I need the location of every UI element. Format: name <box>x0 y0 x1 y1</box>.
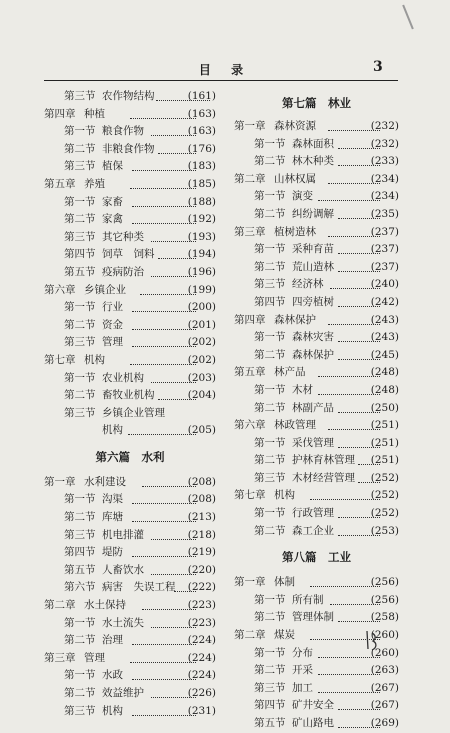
page-number: 3 <box>373 59 383 75</box>
entry-page-number: (253) <box>370 524 399 537</box>
dot-leader <box>132 311 196 312</box>
entry-title: 粮食作物 <box>102 125 144 138</box>
entry-title: 机构 <box>102 704 123 717</box>
toc-left-column <box>44 88 216 720</box>
dot-leader <box>132 206 196 207</box>
entry-page-number: (205) <box>187 424 216 437</box>
dot-leader <box>132 170 196 171</box>
entry-number: 第四节 <box>64 248 96 261</box>
entry-number: 第二节 <box>254 611 286 624</box>
part-heading: 第六篇 水利 <box>95 449 165 464</box>
toc-section-entry[interactable] <box>44 246 216 264</box>
entry-title: 植树造林 <box>274 225 316 238</box>
entry-title: 演变 <box>292 190 313 203</box>
entry-title: 非粮食作物 <box>102 142 155 155</box>
toc-section-entry[interactable] <box>44 370 216 388</box>
entry-page-number: (202) <box>187 353 216 366</box>
entry-number: 第二节 <box>64 687 96 699</box>
entry-number: 第三节 <box>254 471 286 484</box>
entry-number: 第四节 <box>64 546 96 559</box>
toc-section-entry[interactable] <box>234 382 399 400</box>
entry-page-number: (248) <box>370 383 399 396</box>
entry-page-number: (208) <box>187 475 216 488</box>
toc-section-entry[interactable] <box>234 329 399 347</box>
entry-page-number: (245) <box>370 348 399 361</box>
toc-section-entry[interactable] <box>234 662 399 680</box>
entry-title: 荒山造林 <box>292 260 334 273</box>
dot-leader <box>130 118 196 119</box>
entry-page-number: (232) <box>370 137 399 150</box>
entry-page-number: (226) <box>187 687 216 699</box>
toc-chapter-entry[interactable] <box>234 574 399 592</box>
entry-title: 矿山路电 <box>292 717 334 729</box>
entry-page-number: (161) <box>187 90 216 102</box>
entry-title: 效益维护 <box>102 687 144 699</box>
entry-number: 第一节 <box>64 493 96 506</box>
entry-title: 种植 <box>84 107 105 120</box>
entry-title: 机构 <box>102 424 123 437</box>
entry-title: 病害 失误工程 <box>102 581 176 594</box>
entry-title: 煤炭 <box>274 629 295 642</box>
toc-section-entry[interactable] <box>234 153 399 171</box>
entry-title: 森工企业 <box>292 524 334 537</box>
entry-page-number: (237) <box>370 243 399 256</box>
toc-section-entry[interactable] <box>234 276 399 294</box>
entry-page-number: (183) <box>187 160 216 173</box>
toc-section-entry[interactable] <box>234 188 399 206</box>
entry-page-number: (250) <box>370 401 399 414</box>
toc-chapter-entry[interactable] <box>44 176 216 194</box>
entry-title: 经济林 <box>292 278 324 291</box>
dot-leader <box>132 715 196 716</box>
entry-number: 第一节 <box>254 646 286 659</box>
dot-leader <box>310 586 380 587</box>
toc-section-entry[interactable] <box>44 544 216 562</box>
toc-chapter-entry[interactable] <box>44 282 216 300</box>
entry-page-number: (194) <box>187 248 216 261</box>
entry-number: 第二节 <box>254 155 286 168</box>
toc-section-entry[interactable] <box>44 491 216 509</box>
entry-page-number: (231) <box>187 704 216 717</box>
entry-number: 第二节 <box>254 664 286 677</box>
toc-section-entry[interactable] <box>44 158 216 176</box>
entry-number: 第一章 <box>234 120 266 132</box>
entry-number: 第一节 <box>64 195 96 208</box>
dot-leader <box>132 556 196 557</box>
toc-chapter-entry[interactable] <box>234 487 399 505</box>
entry-page-number: (237) <box>370 225 399 238</box>
entry-number: 第三节 <box>254 681 286 694</box>
toc-chapter-entry[interactable] <box>44 650 216 668</box>
entry-title: 开采 <box>292 664 313 677</box>
entry-page-number: (263) <box>370 664 399 677</box>
entry-page-number: (240) <box>370 278 399 291</box>
dot-leader <box>132 503 196 504</box>
entry-number: 第五节 <box>64 563 96 576</box>
entry-number: 第一节 <box>254 593 286 606</box>
entry-page-number: (269) <box>370 717 399 729</box>
entry-number: 第二节 <box>254 524 286 537</box>
entry-number: 第二节 <box>254 207 286 220</box>
entry-number: 第五节 <box>64 265 96 278</box>
entry-title: 采种育苗 <box>292 243 334 256</box>
entry-page-number: (234) <box>370 190 399 203</box>
toc-section-entry[interactable] <box>234 435 399 453</box>
toc-chapter-entry[interactable] <box>234 118 399 136</box>
entry-title: 乡镇企业管理 <box>102 406 165 419</box>
entry-title: 四旁植树 <box>292 295 334 308</box>
toc-section-entry[interactable] <box>44 579 216 597</box>
toc-section-entry[interactable] <box>44 264 216 282</box>
entry-number: 第七章 <box>234 489 266 502</box>
toc-section-entry[interactable] <box>234 715 399 733</box>
dot-leader <box>132 644 196 645</box>
entry-page-number: (242) <box>370 295 399 308</box>
entry-page-number: (202) <box>187 336 216 349</box>
entry-page-number: (218) <box>187 528 216 541</box>
entry-title: 森林资源 <box>274 120 316 132</box>
entry-page-number: (203) <box>187 371 216 384</box>
entry-number: 第一节 <box>64 371 96 384</box>
entry-number: 第七章 <box>44 353 76 366</box>
entry-number: 第三节 <box>254 278 286 291</box>
toc-section-entry[interactable] <box>44 562 216 580</box>
entry-page-number: (256) <box>370 576 399 589</box>
entry-number: 第三节 <box>64 406 96 419</box>
entry-page-number: (243) <box>370 331 399 344</box>
toc-section-entry[interactable] <box>234 609 399 627</box>
entry-number: 第一章 <box>234 576 266 589</box>
entry-page-number: (219) <box>187 546 216 559</box>
entry-page-number: (248) <box>370 366 399 379</box>
entry-title: 疫病防治 <box>102 265 144 278</box>
dot-leader <box>130 662 196 663</box>
entry-title: 乡镇企业 <box>84 283 126 296</box>
entry-number: 第四章 <box>44 107 76 120</box>
entry-page-number: (234) <box>370 172 399 185</box>
toc-section-entry[interactable] <box>234 241 399 259</box>
entry-title: 加工 <box>292 681 313 694</box>
entry-number: 第二节 <box>64 213 96 226</box>
entry-number: 第一节 <box>254 331 286 344</box>
entry-number: 第一节 <box>254 137 286 150</box>
toc-section-entry[interactable] <box>44 141 216 159</box>
entry-page-number: (223) <box>187 616 216 629</box>
entry-page-number: (185) <box>187 177 216 190</box>
entry-number: 第一节 <box>254 243 286 256</box>
toc-section-entry[interactable] <box>234 452 399 470</box>
toc-section-entry[interactable] <box>44 229 216 247</box>
entry-page-number: (196) <box>187 265 216 278</box>
entry-title: 行政管理 <box>292 507 334 520</box>
dot-leader <box>132 679 196 680</box>
toc-section-entry[interactable] <box>44 509 216 527</box>
entry-page-number: (252) <box>370 471 399 484</box>
entry-title: 纠纷调解 <box>292 207 334 220</box>
entry-title: 水利建设 <box>84 475 126 488</box>
entry-title: 管理 <box>102 336 123 349</box>
entry-number: 第三节 <box>64 230 96 243</box>
dot-leader <box>132 223 196 224</box>
entry-page-number: (252) <box>370 507 399 520</box>
toc-section-entry[interactable] <box>44 123 216 141</box>
toc-chapter-entry[interactable] <box>234 364 399 382</box>
entry-title: 水土流失 <box>102 616 144 629</box>
entry-page-number: (267) <box>370 681 399 694</box>
entry-title: 木材 <box>292 383 313 396</box>
entry-page-number: (260) <box>370 646 399 659</box>
entry-title: 沟渠 <box>102 493 123 506</box>
entry-number: 第三节 <box>64 528 96 541</box>
toc-section-entry[interactable] <box>234 505 399 523</box>
entry-number: 第三节 <box>64 160 96 173</box>
toc-section-entry[interactable] <box>44 317 216 335</box>
toc-section-entry[interactable] <box>234 400 399 418</box>
dot-leader <box>132 346 196 347</box>
entry-page-number: (193) <box>187 230 216 243</box>
entry-title: 林木种类 <box>292 155 334 168</box>
entry-page-number: (232) <box>370 120 399 132</box>
toc-section-entry[interactable] <box>234 206 399 224</box>
entry-number: 第二节 <box>254 401 286 414</box>
entry-page-number: (224) <box>187 651 216 664</box>
entry-title: 其它种类 <box>102 230 144 243</box>
entry-title: 养殖 <box>84 177 105 190</box>
page-header-title: 目 录 <box>198 63 252 77</box>
entry-number: 第五节 <box>254 717 286 729</box>
entry-page-number: (222) <box>187 581 216 594</box>
entry-number: 第三章 <box>234 225 266 238</box>
entry-title: 管理 <box>84 651 105 664</box>
entry-number: 第一节 <box>254 383 286 396</box>
entry-page-number: (192) <box>187 213 216 226</box>
entry-page-number: (251) <box>370 419 399 432</box>
entry-number: 第一节 <box>254 507 286 520</box>
dot-leader <box>128 434 196 435</box>
entry-number: 第二节 <box>64 142 96 155</box>
part-heading: 第七篇 林业 <box>282 96 351 110</box>
toc-section-entry[interactable] <box>44 703 216 721</box>
toc-section-entry[interactable] <box>44 527 216 545</box>
entry-title: 饲草 饲料 <box>102 248 155 261</box>
toc-section-entry[interactable] <box>44 615 216 633</box>
entry-page-number: (260) <box>370 629 399 642</box>
entry-number: 第二节 <box>254 260 286 273</box>
toc-section-entry[interactable] <box>44 387 216 405</box>
toc-section-entry[interactable] <box>234 523 399 541</box>
entry-page-number: (252) <box>370 489 399 502</box>
entry-title: 山林权属 <box>274 172 316 185</box>
dot-leader <box>130 188 196 189</box>
entry-title: 森林保护 <box>292 348 334 361</box>
entry-page-number: (220) <box>187 563 216 576</box>
entry-number: 第四节 <box>254 699 286 712</box>
dot-leader <box>132 521 196 522</box>
toc-section-entry[interactable] <box>44 211 216 229</box>
toc-chapter-entry[interactable] <box>44 352 216 370</box>
toc-section-entry[interactable] <box>44 405 216 423</box>
entry-page-number: (267) <box>370 699 399 712</box>
entry-page-number: (176) <box>187 142 216 155</box>
toc-chapter-entry[interactable] <box>44 106 216 124</box>
entry-title: 机电排灌 <box>102 528 144 541</box>
entry-page-number: (163) <box>187 107 216 120</box>
toc-section-entry[interactable] <box>44 194 216 212</box>
entry-page-number: (251) <box>370 436 399 449</box>
toc-section-entry[interactable] <box>44 299 216 317</box>
entry-number: 第一章 <box>44 475 76 488</box>
entry-title: 森林面积 <box>292 137 334 150</box>
entry-number: 第六章 <box>44 283 76 296</box>
entry-title: 林产品 <box>274 366 306 379</box>
entry-title: 人畜饮水 <box>102 563 144 576</box>
entry-title: 分布 <box>292 646 313 659</box>
toc-section-entry[interactable] <box>234 470 399 488</box>
entry-title: 森林保护 <box>274 313 316 326</box>
entry-number: 第六章 <box>234 419 266 432</box>
entry-page-number: (163) <box>187 125 216 138</box>
entry-number: 第一节 <box>64 125 96 138</box>
entry-title: 管理体制 <box>292 611 334 624</box>
scan-artifact-mark <box>402 5 414 30</box>
entry-page-number: (237) <box>370 260 399 273</box>
entry-title: 机构 <box>274 489 295 502</box>
entry-number: 第二节 <box>254 348 286 361</box>
toc-chapter-entry[interactable] <box>44 474 216 492</box>
toc-section-entry[interactable] <box>234 294 399 312</box>
entry-title: 体制 <box>274 576 295 589</box>
entry-number: 第五章 <box>44 177 76 190</box>
entry-number: 第一节 <box>254 436 286 449</box>
entry-number: 第二章 <box>234 172 266 185</box>
entry-page-number: (213) <box>187 511 216 524</box>
part-heading: 第八篇 工业 <box>282 550 351 565</box>
entry-page-number: (233) <box>370 155 399 168</box>
entry-page-number: (224) <box>187 669 216 682</box>
toc-section-entry[interactable] <box>44 667 216 685</box>
entry-page-number: (200) <box>187 301 216 314</box>
toc-chapter-entry[interactable] <box>44 597 216 615</box>
entry-number: 第二节 <box>64 389 96 402</box>
entry-number: 第二章 <box>234 629 266 642</box>
entry-title: 农作物结构 <box>102 90 155 102</box>
entry-title: 资金 <box>102 318 123 331</box>
toc-section-entry[interactable] <box>234 592 399 610</box>
entry-title: 矿井安全 <box>292 699 334 712</box>
entry-title: 家畜 <box>102 195 123 208</box>
toc-chapter-entry[interactable] <box>234 171 399 189</box>
toc-section-entry[interactable] <box>44 422 216 440</box>
toc-chapter-entry[interactable] <box>234 417 399 435</box>
entry-title: 森林灾害 <box>292 331 334 344</box>
entry-page-number: (199) <box>187 283 216 296</box>
entry-title: 水政 <box>102 669 123 682</box>
entry-title: 护林育林管理 <box>292 454 355 467</box>
entry-title: 林副产品 <box>292 401 334 414</box>
entry-page-number: (256) <box>370 593 399 606</box>
entry-title: 行业 <box>102 301 123 314</box>
entry-title: 水土保持 <box>84 599 126 612</box>
entry-title: 畜牧业机构 <box>102 389 155 402</box>
entry-title: 机构 <box>84 353 105 366</box>
entry-number: 第五章 <box>234 366 266 379</box>
entry-number: 第四节 <box>254 295 286 308</box>
toc-section-entry[interactable] <box>234 680 399 698</box>
entry-number: 第二节 <box>64 318 96 331</box>
header-rule <box>44 80 398 81</box>
entry-title: 家禽 <box>102 213 123 226</box>
entry-number: 第三节 <box>64 336 96 349</box>
entry-title: 堤防 <box>102 546 123 559</box>
entry-page-number: (201) <box>187 318 216 331</box>
toc-chapter-entry[interactable] <box>234 224 399 242</box>
entry-title: 采伐管理 <box>292 436 334 449</box>
toc-section-entry[interactable] <box>234 347 399 365</box>
entry-number: 第六节 <box>64 581 96 594</box>
entry-page-number: (223) <box>187 599 216 612</box>
entry-page-number: (251) <box>370 454 399 467</box>
toc-section-entry[interactable] <box>44 88 216 106</box>
entry-number: 第一节 <box>254 190 286 203</box>
entry-title: 农业机构 <box>102 371 144 384</box>
toc-section-entry[interactable] <box>234 136 399 154</box>
entry-page-number: (208) <box>187 493 216 506</box>
entry-page-number: (224) <box>187 634 216 647</box>
toc-section-entry[interactable] <box>44 334 216 352</box>
entry-title: 所有制 <box>292 593 324 606</box>
dot-leader <box>310 499 380 500</box>
handwritten-pen-mark <box>364 629 380 651</box>
toc-chapter-entry[interactable] <box>234 312 399 330</box>
toc-section-entry[interactable] <box>234 697 399 715</box>
entry-number: 第一节 <box>64 616 96 629</box>
entry-number: 第二节 <box>64 511 96 524</box>
dot-leader <box>132 329 196 330</box>
entry-number: 第四章 <box>234 313 266 326</box>
toc-section-entry[interactable] <box>44 685 216 703</box>
entry-title: 库塘 <box>102 511 123 524</box>
entry-number: 第二节 <box>254 454 286 467</box>
entry-page-number: (235) <box>370 207 399 220</box>
entry-number: 第二章 <box>44 599 76 612</box>
entry-page-number: (188) <box>187 195 216 208</box>
dot-leader <box>130 364 196 365</box>
entry-number: 第一节 <box>64 301 96 314</box>
toc-section-entry[interactable] <box>234 259 399 277</box>
entry-page-number: (243) <box>370 313 399 326</box>
toc-section-entry[interactable] <box>44 632 216 650</box>
entry-title: 植保 <box>102 160 123 173</box>
entry-number: 第二节 <box>64 634 96 647</box>
entry-title: 林政管理 <box>274 419 316 432</box>
entry-title: 木材经营管理 <box>292 471 355 484</box>
entry-page-number: (204) <box>187 389 216 402</box>
entry-number: 第三章 <box>44 651 76 664</box>
entry-page-number: (258) <box>370 611 399 624</box>
entry-number: 第三节 <box>64 90 96 102</box>
entry-title: 治理 <box>102 634 123 647</box>
entry-number: 第一节 <box>64 669 96 682</box>
entry-number: 第三节 <box>64 704 96 717</box>
